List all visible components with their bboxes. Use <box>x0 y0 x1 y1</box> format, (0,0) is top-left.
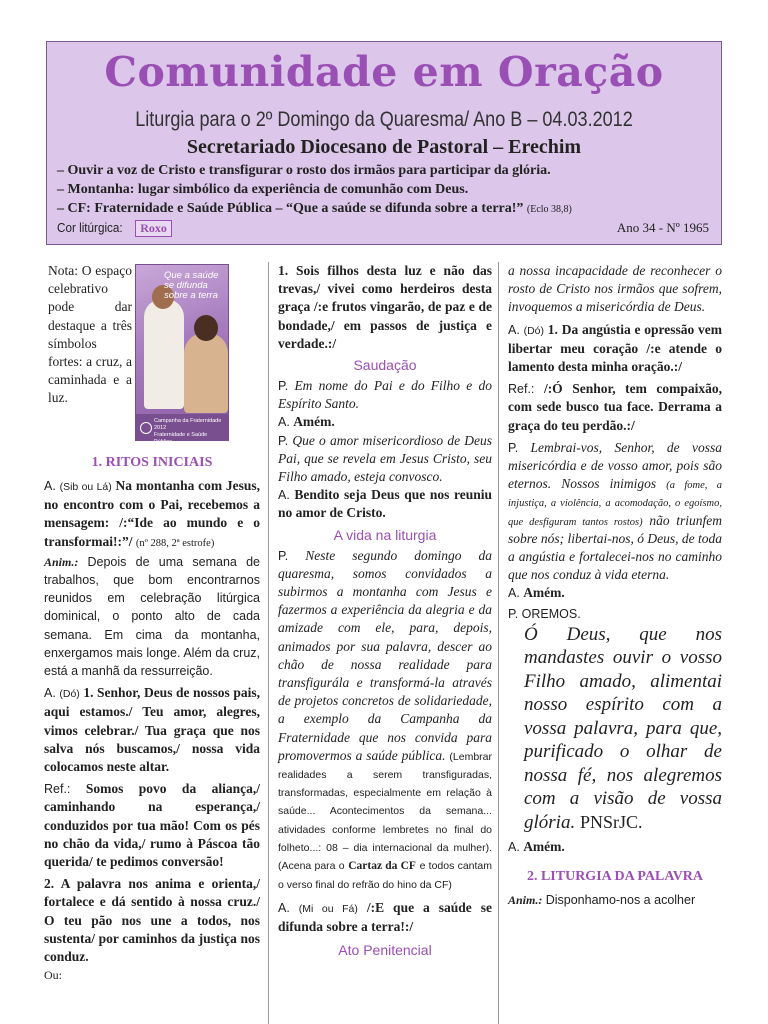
assembly-marker: A. <box>278 488 290 503</box>
poster-note-c: e todos cantam o verso final do refrão do hino da CF) <box>278 860 493 892</box>
assembly-response: Amém. <box>293 414 335 430</box>
assembly-marker: A. <box>44 686 56 701</box>
priest-marker: P. <box>508 440 519 455</box>
oremos-heading: P. OREMOS. <box>508 606 581 621</box>
song-entry <box>44 477 260 553</box>
poster-figure-patient <box>184 333 228 413</box>
column-3 <box>508 262 722 909</box>
penitential-song <box>508 321 722 377</box>
song-key: (Dó) <box>59 688 80 701</box>
hymn-refrain <box>44 780 260 871</box>
poster-note-a: (Acena para o <box>278 860 345 873</box>
refrain-label: Ref.: <box>508 382 535 397</box>
section-title-ritos-iniciais: 1. RITOS INICIAIS <box>91 455 213 470</box>
priest-marker: P. <box>278 433 289 448</box>
assembly-marker: A. <box>44 479 56 493</box>
hymn-lyrics: 1. Senhor, Deus de nossos pais, aqui estamos./ Teu amor, alegres, vimos celebrar./ Tua graça que nos salva nós buscamos,/ nossa vida colocamos neste altar. <box>44 685 260 775</box>
assembly-response: Amém. <box>523 585 565 601</box>
cf-refrain <box>278 899 492 936</box>
greeting-assembly-1 <box>278 413 492 431</box>
penitential-prayer <box>508 439 722 585</box>
refrain-lyrics: /:E que a saúde se difunda sobre a terra!:/ <box>278 899 493 934</box>
priest-text: Lembrai-vos, Senhor, de vossa misericórdia e de vosso amor, pois são eternos. Nossos inimigos <box>508 439 722 492</box>
song-lyrics: Na montanha com Jesus, no encontro com o Pai, recebemos a mensagem: /:“Ide ao mundo e o transformai!:”/ <box>44 478 261 549</box>
section-title-saudacao: Saudação <box>353 357 417 374</box>
column-divider-2 <box>498 262 499 1024</box>
section-title-vida-liturgia: A vida na liturgia <box>333 526 437 543</box>
poster-footer-line-2: Fraternidade e Saúde Pública <box>154 432 208 445</box>
greeting-priest-2 <box>278 432 492 487</box>
header-box <box>46 41 722 245</box>
theme-line-3-ref: (Eclo 38,8) <box>526 204 572 215</box>
greeting-assembly-2 <box>278 486 492 522</box>
priest-marker: P. <box>278 548 289 563</box>
priest-text: Neste segundo domingo da quaresma, somos convidados a subirmos a montanha com Jesus e fazermos a experiência da alegria e da amizade com ele, para, depois, animados por sua palavra, descer ao chão de nossa realidade para transfigurála e transformá-la através de projetos concretos de solidariedade, a exemplo da Campanha da Fraternidade que nos convida para promovermos a saúde pública. <box>278 547 492 763</box>
publication-title: Comunidade em Oração <box>104 48 664 96</box>
priest-text-small: (a fome, a injustiça, a violência, a acomodação, o egoísmo, que desfiguram tantos rostos) <box>508 480 723 528</box>
refrain-label: Ref.: <box>44 782 71 797</box>
animator-label: Anim.: <box>44 554 79 569</box>
poster-footer-line-1: Campanha da Fraternidade 2012 <box>154 418 222 431</box>
liturgical-color-row <box>57 220 172 237</box>
collect-prayer-text: Ó Deus, que nos mandastes ouvir o vosso Filho amado, alimentai nosso espírito com a vossa palavra, para que, purificado o olhar de nossa fé, nos alegremos com a visão de vossa glória. <box>524 623 722 833</box>
opening-hymn-verse-1 <box>44 684 260 776</box>
greeting-priest-1 <box>278 377 492 413</box>
alternative-hymn-verse: 1. Sois filhos desta luz e não das trevas,/ vivei como herdeiros desta graça /:e frutos vingarão, de paz e de bondade,/ em passos de justiça e verdade.:/ <box>278 263 492 351</box>
song-key: (Sib ou Lá) <box>59 481 112 493</box>
column-2 <box>278 262 492 962</box>
assembly-response: Amém. <box>523 839 565 855</box>
collect-prayer-ending: PNSrJC. <box>579 811 643 832</box>
collect-prayer <box>524 623 722 835</box>
section-title-ato-penitencial: Ato Penitencial <box>338 941 432 958</box>
note-section <box>44 262 260 447</box>
theme-line-3-text: – CF: Fraternidade e Saúde Pública – “Que a saúde se difunda sobre a terra!” <box>57 201 524 216</box>
song-key: (Dó) <box>523 324 545 337</box>
assembly-marker: A. <box>508 586 520 601</box>
word-animator-intro <box>508 891 722 909</box>
theme-line-1: – Ouvir a voz de Cristo e transfigurar o rosto dos irmãos para participar da glória. <box>57 163 551 178</box>
section-title-liturgia-palavra: 2. LITURGIA DA PALAVRA <box>526 868 704 884</box>
secretariat-heading: Secretariado Diocesano de Pastoral – Erechim <box>186 136 582 158</box>
hymn-verse-2: 2. A palavra nos anima e orienta,/ fortalece e dá sentido à nossa cruz./ O teu pão nos une a todos, nos sustenta/ por caminhos da justiça nos conduz. <box>44 876 260 965</box>
animator-label: Anim.: <box>508 892 543 907</box>
refrain-lyrics: Somos povo da aliança,/ caminhando na esperança,/ conduzidos por tua mão! Com os pés no chão da vida,/ rumo à Páscoa tão querida/ te pedimos conversão! <box>44 781 260 870</box>
animator-text: Disponhamo-nos a acolher <box>545 892 696 907</box>
song-reference: (nº 288, 2ª estrofe) <box>135 537 215 549</box>
refrain-lyrics: /:Ó Senhor, tem compaixão, com sede busco tua face. Derrama a graça do teu perdão.:/ <box>508 381 723 433</box>
song-lyrics: 1. Da angústia e opressão vem libertar meu coração /:e atende o lamento desta minha oração.:/ <box>508 321 723 375</box>
column-1 <box>44 262 260 984</box>
issue-number: Ano 34 - Nº 1965 <box>616 220 709 235</box>
assembly-marker: A. <box>278 415 290 430</box>
penitential-intro: a nossa incapacidade de reconhecer o rosto de Cristo nos irmãos que sofrem, invoquemos a misericórdia de Deus. <box>508 263 722 315</box>
liturgy-note: (Lembrar realidades a serem transfiguradas, transformadas, especialmente em relação à saúde... Acontecimentos da semana... atividades conforme lembretes no final do folheto...: 08 – dia internacional da mulher). <box>278 750 493 854</box>
column-divider-1 <box>268 262 269 1024</box>
animator-intro <box>44 553 260 680</box>
poster-head-patient <box>194 315 218 341</box>
poster-note-b: Cartaz da CF <box>348 860 416 873</box>
alternative-label: Ou: <box>44 968 62 983</box>
assembly-marker: A. <box>508 322 520 337</box>
theme-line-3 <box>57 201 572 217</box>
liturgical-color-label: Cor litúrgica: <box>57 220 123 235</box>
assembly-response: Bendito seja Deus que nos reuniu no amor de Cristo. <box>278 487 492 521</box>
priest-text: Em nome do Pai e do Filho e do Espírito Santo. <box>278 378 493 412</box>
priest-marker: P. <box>278 379 289 394</box>
campaign-poster-image <box>135 264 229 445</box>
priest-text: Que o amor misericordioso de Deus Pai, que se revela em Jesus Cristo, seu Filho amado, esteja convosco. <box>278 432 493 485</box>
poster-headline: Que a saúde se difunda sobre a terra <box>164 270 219 301</box>
assembly-marker: A. <box>508 840 520 855</box>
note-text: Nota: O espaço celebrativo pode dar destaque a três símbolos fortes: a cruz, a caminhada e a luz. <box>48 263 132 406</box>
penitential-refrain <box>508 380 722 435</box>
assembly-marker: A. <box>278 900 290 915</box>
poster-logo-icon <box>140 422 152 434</box>
liturgy-subtitle: Liturgia para o 2º Domingo da Quaresma/ Ano B – 04.03.2012 <box>135 108 633 131</box>
liturgical-color-badge: Roxo <box>135 220 172 237</box>
poster-figure-doctor <box>144 299 184 409</box>
priest-text-continued: não triunfem sobre nós; libertai-nos, ó Deus, de toda a angústia e fortalecei-nos no caminho que nos conduz à vida eterna. <box>508 512 723 583</box>
song-key: (Mi ou Fá) <box>298 902 358 915</box>
theme-line-2: – Montanha: lugar simbólico da experiência de comunhão com Deus. <box>57 182 469 197</box>
penitential-amen <box>508 584 722 602</box>
collect-amen <box>508 838 722 856</box>
life-in-liturgy-text <box>278 547 492 895</box>
animator-text: Depois de uma semana de trabalhos, que bom encontrarnos reunidos em celebração litúrgica dominical, o ponto alto de cada semana. Em cima da montanha, enxergamos mais longe. Além da cruz, está a manhã da ressurreição. <box>44 554 260 679</box>
